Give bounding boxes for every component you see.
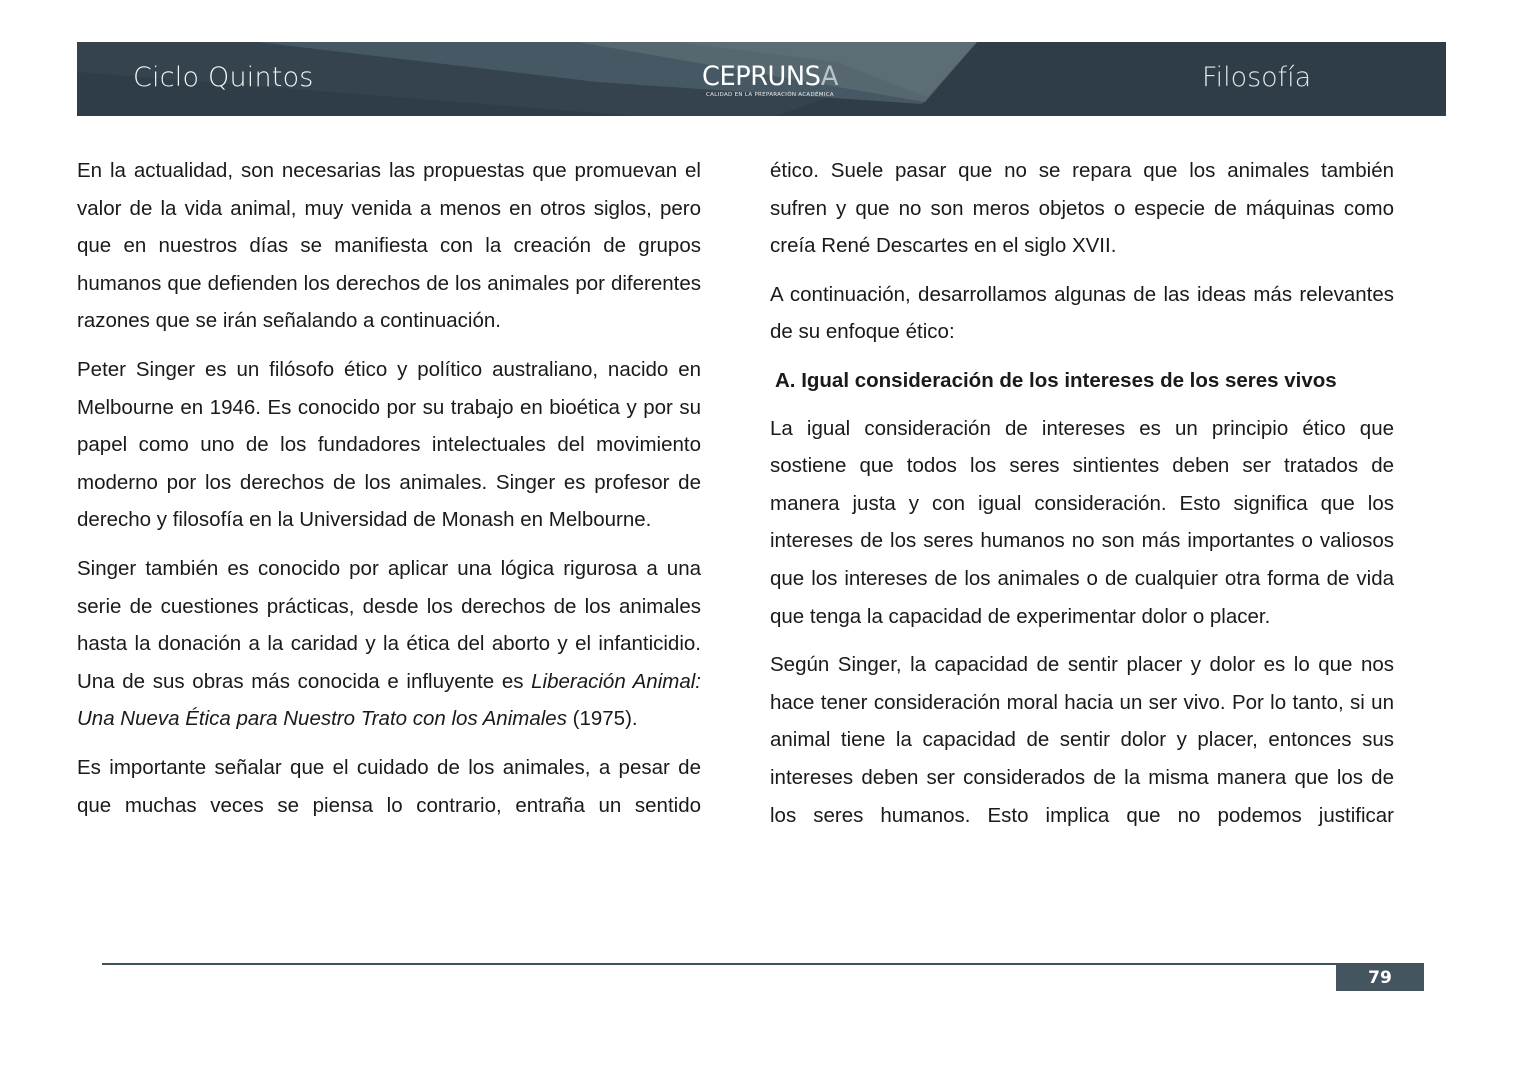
paragraph: Peter Singer es un filósofo ético y político australiano, nacido en Melbourne en 1946. Es conocido por su trabajo en bioética y por su papel como uno de los fundadores intelectuales del movimiento moderno por los derechos de los animales. Singer es profesor de derecho y filosofía en la Universidad de Monash en Melbourne.	[77, 357, 701, 532]
paragraph: A continuación, desarrollamos algunas de las ideas más relevantes de su enfoque ético:	[770, 282, 1394, 344]
ceprunsa-logo	[685, 62, 855, 98]
paragraph: ético. Suele pasar que no se repara que los animales también sufren y que no son meros objetos o especie de máquinas como creía René Descartes en el siglo XVII.	[770, 159, 1394, 258]
page-number: 79	[1336, 964, 1424, 991]
right-column	[770, 152, 1394, 845]
cycle-title: Ciclo Quintos	[133, 62, 314, 93]
paragraph: Es importante señalar que el cuidado de los animales, a pesar de que muchas veces se piensa lo contrario, entraña un sentido	[77, 755, 701, 817]
logo-wordmark: CEPRUNSA	[702, 61, 838, 92]
section-heading: A. Igual consideración de los intereses de los seres vivos	[775, 368, 1337, 392]
footer-divider	[102, 963, 1424, 965]
paragraph: Singer también es conocido por aplicar una lógica rigurosa a una serie de cuestiones prácticas, desde los derechos de los animales hasta la donación a la caridad y la ética del aborto y el infanticidio. Una de sus obras más conocida e influyente es Liberación Animal: Una Nueva Ética para Nuestro Trato con los Animales (1975).	[77, 556, 701, 731]
left-column	[77, 152, 701, 835]
subject-title: Filosofía	[1202, 62, 1312, 93]
logo-tagline: CALIDAD EN LA PREPARACIÓN ACADÉMICA	[706, 92, 834, 98]
book-title: Liberación Animal: Una Nueva Ética para Nuestro Trato con los Animales	[77, 669, 701, 731]
page-header	[77, 42, 1446, 116]
paragraph: La igual consideración de intereses es un principio ético que sostiene que todos los seres sintientes deben ser tratados de manera justa y con igual consideración. Esto significa que los intereses de los seres humanos no son más importantes o valiosos que los intereses de los animales o de cualquier otra forma de vida que tenga la capacidad de experimentar dolor o placer.	[770, 416, 1394, 628]
paragraph: Según Singer, la capacidad de sentir placer y dolor es lo que nos hace tener consideración moral hacia un ser vivo. Por lo tanto, si un animal tiene la capacidad de sentir dolor y placer, entonces sus intereses deben ser considerados de la misma manera que los de los seres humanos. Esto implica que no podemos justificar	[770, 653, 1394, 827]
paragraph: En la actualidad, son necesarias las propuestas que promuevan el valor de la vida animal, muy venida a menos en otros siglos, pero que en nuestros días se manifiesta con la creación de grupos humanos que defienden los derechos de los animales por diferentes razones que se irán señalando a continuación.	[77, 159, 701, 333]
